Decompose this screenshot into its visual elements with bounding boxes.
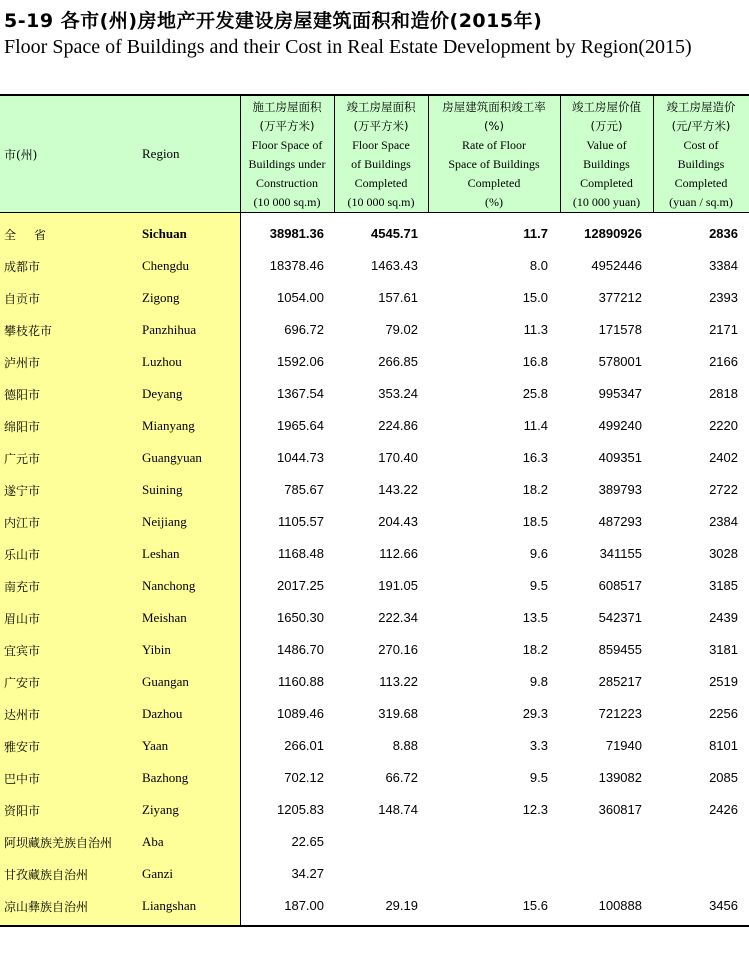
- region-name-cn: 甘孜藏族自治州: [4, 868, 89, 882]
- table-cell-value: 12.3: [522, 802, 548, 817]
- column-header-line: (10 000 sq.m): [347, 195, 415, 209]
- region-name-en: Yaan: [142, 738, 169, 753]
- table-cell-value: 22.65: [291, 834, 324, 849]
- page-title-english: Floor Space of Buildings and their Cost in Real Estate Development by Region(2015): [4, 36, 692, 58]
- region-name-en: Panzhihua: [142, 322, 197, 337]
- table-cell-value: 222.34: [378, 610, 418, 625]
- table-cell-value: 3185: [709, 578, 738, 593]
- table-cell-value: 1486.70: [277, 642, 324, 657]
- table-cell-value: 341155: [599, 546, 642, 561]
- table-cell-value: 995347: [598, 386, 642, 401]
- region-name-en: Luzhou: [142, 354, 182, 369]
- region-name-en: Guangyuan: [142, 450, 202, 465]
- table-cell-value: 15.6: [522, 898, 548, 913]
- table-row: [0, 730, 749, 762]
- table-row: [0, 762, 749, 794]
- table-cell-value: 8101: [709, 738, 738, 753]
- column-header-line: Floor Space: [352, 138, 410, 152]
- region-name-en: Aba: [142, 834, 164, 849]
- table-cell-value: 143.22: [378, 482, 418, 497]
- region-header-en: Region: [142, 146, 180, 161]
- table-cell-value: 16.8: [522, 354, 548, 369]
- table-cell-value: 2519: [709, 674, 738, 689]
- region-name-cn: 德阳市: [4, 388, 41, 402]
- page-title-chinese: 5-19 各市(州)房地产开发建设房屋建筑面积和造价(2015年): [4, 10, 543, 32]
- table-cell-value: 34.27: [291, 866, 324, 881]
- table-cell-value: 859455: [598, 642, 642, 657]
- column-header-line: Completed: [580, 176, 633, 190]
- table-cell-value: 3.3: [529, 738, 548, 753]
- table-cell-value: 157.61: [378, 290, 418, 305]
- table-cell-value: 266.01: [284, 738, 324, 753]
- column-header: [428, 98, 560, 212]
- column-header-line: (yuan / sq.m): [669, 195, 733, 209]
- table-cell-value: 1463.43: [371, 258, 418, 273]
- table-cell-value: 696.72: [284, 322, 324, 337]
- region-name-cn: 广元市: [4, 452, 41, 466]
- region-name-cn: 眉山市: [4, 612, 41, 626]
- region-name-en: Neijiang: [142, 514, 187, 529]
- table-cell-value: 18.5: [522, 514, 548, 529]
- table-cell-value: 266.85: [378, 354, 418, 369]
- region-name-cn: 内江市: [4, 516, 41, 530]
- column-header-line: 施工房屋面积: [252, 100, 322, 114]
- table-cell-value: 3181: [709, 642, 738, 657]
- region-name-en: Meishan: [142, 610, 187, 625]
- table-cell-value: 2220: [709, 418, 738, 433]
- table-row: [0, 314, 749, 346]
- column-header-line: (万元): [590, 119, 623, 133]
- table-cell-value: 139082: [598, 770, 642, 785]
- table-cell-value: 3384: [709, 258, 738, 273]
- table-cell-value: 360817: [598, 802, 642, 817]
- table-cell-value: 2818: [709, 386, 738, 401]
- region-name-cn: 乐山市: [4, 548, 41, 562]
- table-cell-value: 1367.54: [277, 386, 324, 401]
- table-top-rule: [0, 94, 749, 96]
- table-cell-value: 3028: [709, 546, 738, 561]
- table-row: [0, 506, 749, 538]
- column-header-line: Space of Buildings: [448, 157, 540, 171]
- table-cell-value: 15.0: [522, 290, 548, 305]
- table-cell-value: 11.3: [523, 322, 548, 337]
- table-cell-value: 66.72: [385, 770, 418, 785]
- column-header-line: Cost of: [683, 138, 719, 152]
- table-row: [0, 666, 749, 698]
- table-cell-value: 1650.30: [277, 610, 324, 625]
- table-cell-value: 377212: [598, 290, 642, 305]
- column-header-line: Rate of Floor: [462, 138, 526, 152]
- table-cell-value: 13.5: [522, 610, 548, 625]
- column-header-line: Completed: [354, 176, 408, 190]
- header-bottom-rule: [0, 212, 749, 213]
- data-table: [0, 94, 749, 926]
- table-cell-value: 1105.57: [277, 514, 324, 529]
- region-name-cn: 攀枝花市: [4, 324, 53, 338]
- table-cell-value: 785.67: [284, 482, 324, 497]
- table-cell-value: 3456: [709, 898, 738, 913]
- column-header: [560, 98, 653, 212]
- table-row: [0, 602, 749, 634]
- table-cell-value: 1168.48: [277, 546, 324, 561]
- table-cell-value: 1965.64: [277, 418, 324, 433]
- table-cell-value: 285217: [598, 674, 642, 689]
- table-row: [0, 890, 749, 922]
- region-name-cn: 南充市: [4, 580, 41, 594]
- column-header-line: Buildings under: [248, 157, 326, 171]
- table-cell-value: 11.7: [523, 226, 548, 241]
- table-row: [0, 826, 749, 858]
- table-cell-value: 191.05: [378, 578, 418, 593]
- region-name-en: Deyang: [142, 386, 183, 401]
- column-header: [240, 98, 334, 212]
- table-cell-value: 2017.25: [277, 578, 324, 593]
- table-row: [0, 794, 749, 826]
- table-cell-value: 9.8: [529, 674, 548, 689]
- region-name-en: Ziyang: [142, 802, 179, 817]
- table-row: [0, 570, 749, 602]
- table-cell-value: 29.19: [385, 898, 418, 913]
- region-name-cn: 成都市: [4, 260, 41, 274]
- region-name-en: Yibin: [142, 642, 171, 657]
- table-row: [0, 698, 749, 730]
- table-cell-value: 2393: [709, 290, 738, 305]
- table-cell-value: 170.40: [378, 450, 418, 465]
- table-cell-value: 389793: [598, 482, 642, 497]
- column-header-line: 竣工房屋面积: [346, 100, 416, 114]
- table-cell-value: 9.5: [529, 578, 548, 593]
- column-header-line: 房屋建筑面积竣工率: [442, 100, 546, 114]
- region-name-cn: 遂宁市: [4, 484, 41, 498]
- table-row: [0, 538, 749, 570]
- table-cell-value: 171578: [598, 322, 642, 337]
- table-cell-value: 487293: [598, 514, 642, 529]
- region-name-en: Suining: [142, 482, 183, 497]
- table-row: [0, 410, 749, 442]
- table-cell-value: 721223: [598, 706, 642, 721]
- table-row: [0, 218, 749, 250]
- region-name-en: Leshan: [142, 546, 180, 561]
- column-header-line: (元/平方米): [671, 119, 731, 133]
- table-cell-value: 578001: [598, 354, 642, 369]
- table-cell-value: 1160.88: [277, 674, 324, 689]
- table-cell-value: 4952446: [591, 258, 642, 273]
- column-header-line: Value of: [586, 138, 627, 152]
- region-name-cn: 宜宾市: [4, 644, 41, 658]
- column-header-line: Buildings: [677, 157, 725, 171]
- table-cell-value: 204.43: [378, 514, 418, 529]
- table-cell-value: 9.5: [529, 770, 548, 785]
- column-header-line: 竣工房屋价值: [572, 100, 641, 114]
- column-header-line: (%): [484, 119, 504, 133]
- table-cell-value: 1054.00: [277, 290, 324, 305]
- column-header-line: (万平方米): [259, 119, 315, 133]
- table-cell-value: 270.16: [378, 642, 418, 657]
- column-header-line: of Buildings: [351, 157, 411, 171]
- table-cell-value: 8.0: [529, 258, 548, 273]
- table-cell-value: 1592.06: [277, 354, 324, 369]
- region-header-cn: 市(州): [4, 148, 38, 162]
- table-row: [0, 378, 749, 410]
- table-cell-value: 353.24: [378, 386, 418, 401]
- table-cell-value: 2722: [709, 482, 738, 497]
- table-cell-value: 148.74: [378, 802, 418, 817]
- table-cell-value: 12890926: [584, 226, 642, 241]
- table-cell-value: 100888: [598, 898, 642, 913]
- table-cell-value: 499240: [598, 418, 642, 433]
- table-cell-value: 319.68: [378, 706, 418, 721]
- table-cell-value: 2171: [709, 322, 738, 337]
- table-cell-value: 4545.71: [371, 226, 418, 241]
- region-name-cn: 雅安市: [4, 740, 41, 754]
- region-name-cn: 广安市: [4, 676, 41, 690]
- region-name-cn: 阿坝藏族羌族自治州: [4, 836, 113, 850]
- column-header: [334, 98, 428, 212]
- region-name-en: Mianyang: [142, 418, 195, 433]
- table-cell-value: 2426: [709, 802, 738, 817]
- region-name-en: Chengdu: [142, 258, 189, 273]
- table-cell-value: 224.86: [378, 418, 418, 433]
- table-cell-value: 1089.46: [277, 706, 324, 721]
- region-name-en: Dazhou: [142, 706, 183, 721]
- region-name-cn: 达州市: [4, 708, 41, 722]
- column-header-line: Buildings: [583, 157, 630, 171]
- table-cell-value: 542371: [598, 610, 642, 625]
- table-cell-value: 11.4: [523, 418, 548, 433]
- region-name-en: Bazhong: [142, 770, 189, 785]
- table-cell-value: 2085: [709, 770, 738, 785]
- table-cell-value: 18.2: [522, 482, 548, 497]
- table-row: [0, 282, 749, 314]
- table-cell-value: 702.12: [284, 770, 324, 785]
- column-header-line: 竣工房屋造价: [666, 100, 736, 114]
- region-name-cn: 巴中市: [4, 772, 41, 786]
- table-cell-value: 2836: [709, 226, 738, 241]
- region-name-cn: 泸州市: [4, 356, 41, 370]
- table-cell-value: 1205.83: [277, 802, 324, 817]
- table-row: [0, 250, 749, 282]
- table-cell-value: 25.8: [522, 386, 548, 401]
- table-cell-value: 71940: [605, 738, 642, 753]
- table-cell-value: 608517: [598, 578, 642, 593]
- region-name-cn: 全省: [4, 228, 65, 242]
- table-cell-value: 112.66: [379, 546, 418, 561]
- table-row: [0, 858, 749, 890]
- table-cell-value: 2439: [709, 610, 738, 625]
- region-name-en: Sichuan: [142, 226, 187, 241]
- column-header-line: Construction: [256, 176, 318, 190]
- table-cell-value: 409351: [598, 450, 642, 465]
- region-name-cn: 资阳市: [4, 804, 41, 818]
- table-cell-value: 16.3: [522, 450, 548, 465]
- table-cell-value: 2384: [709, 514, 738, 529]
- table-row: [0, 474, 749, 506]
- table-cell-value: 2256: [709, 706, 738, 721]
- table-cell-value: 79.02: [385, 322, 418, 337]
- region-name-en: Liangshan: [142, 898, 197, 913]
- table-cell-value: 2402: [709, 450, 738, 465]
- region-name-en: Zigong: [142, 290, 180, 305]
- table-row: [0, 346, 749, 378]
- region-name-cn: 绵阳市: [4, 420, 41, 434]
- region-name-en: Guangan: [142, 674, 189, 689]
- table-cell-value: 29.3: [522, 706, 548, 721]
- column-header-line: Completed: [674, 176, 728, 190]
- table-row: [0, 442, 749, 474]
- table-cell-value: 2166: [709, 354, 738, 369]
- table-cell-value: 1044.73: [277, 450, 324, 465]
- table-cell-value: 187.00: [284, 898, 324, 913]
- column-header-line: Completed: [467, 176, 521, 190]
- table-cell-value: 18378.46: [269, 258, 324, 273]
- region-name-en: Ganzi: [142, 866, 174, 881]
- table-cell-value: 113.22: [379, 674, 418, 689]
- table-row: [0, 634, 749, 666]
- table-cell-value: 18.2: [522, 642, 548, 657]
- table-cell-value: 38981.36: [269, 226, 324, 241]
- column-header-line: (10 000 yuan): [572, 195, 641, 209]
- region-name-cn: 自贡市: [4, 292, 41, 306]
- region-name-cn: 凉山彝族自治州: [4, 900, 89, 914]
- table-cell-value: 9.6: [529, 546, 548, 561]
- region-name-en: Nanchong: [142, 578, 196, 593]
- column-header-line: Floor Space of: [251, 138, 323, 152]
- column-header: [653, 98, 749, 212]
- table-cell-value: 8.88: [392, 738, 418, 753]
- column-header-line: (10 000 sq.m): [253, 195, 321, 209]
- table-bottom-rule: [0, 925, 749, 927]
- column-header-line: (万平方米): [353, 119, 409, 133]
- column-header-line: (%): [485, 195, 503, 209]
